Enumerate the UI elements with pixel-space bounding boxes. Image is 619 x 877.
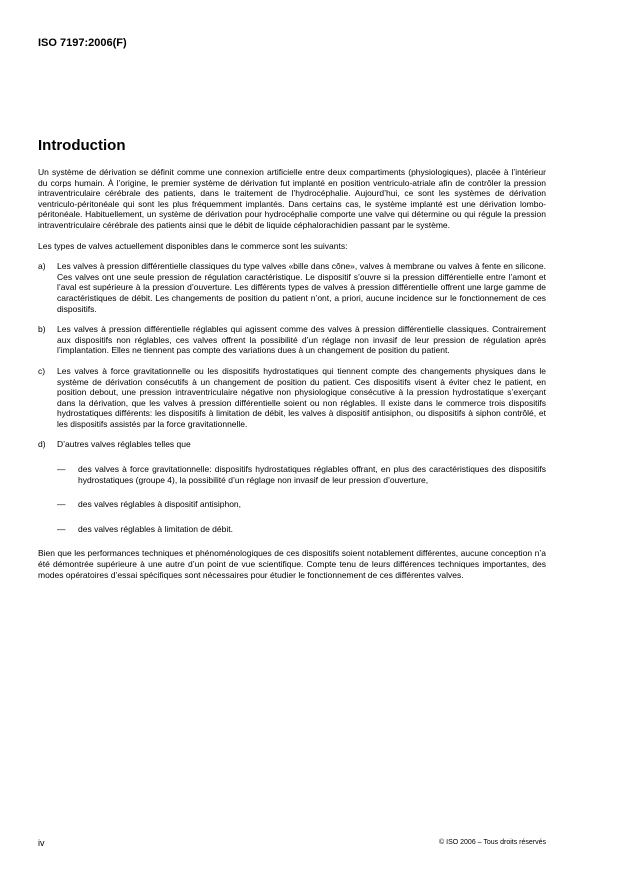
- em-dash: —: [57, 499, 66, 510]
- section-body: [38, 167, 546, 590]
- list-item-d: [38, 439, 546, 450]
- sublist-item-text: des valves à force gravitationnelle: dispositifs hydrostatiques réglables offrant, en plus des caractéristiques des dispositifs hydrostatiques (groupe 4), la possibilité d’un réglage non invasif de leur pression d’ouverture,: [78, 464, 546, 485]
- list-letter: b): [38, 324, 46, 335]
- page-number: iv: [38, 838, 45, 848]
- sublist-item: [57, 464, 546, 485]
- list-item-text: D’autres valves réglables telles que: [57, 439, 191, 450]
- list-item-a: [38, 261, 546, 314]
- sublist-item-text: des valves réglables à dispositif antisiphon,: [78, 499, 242, 510]
- sublist-item: [57, 524, 546, 535]
- list-letter: c): [38, 365, 46, 376]
- em-dash: —: [57, 464, 66, 475]
- copyright-notice: © ISO 2006 – Tous droits réservés: [439, 839, 546, 846]
- list-item-text: Les valves à pression différentielle réglables qui agissent comme des valves à pression différentielle classiques. Contrairement aux dispositifs non réglables, ces valves offrent la possibilité d’un réglage non invasif de leur pression de régulation après l’implantation. Elles ne tiennent pas compte des variations dues à un changement de position du patient.: [57, 324, 546, 356]
- list-letter: a): [38, 261, 46, 272]
- list-item-text: Les valves à pression différentielle classiques du type valves «bille dans cône», valves à membrane ou valves à fente en silicone. Ces valves ont une seule pression de régulation caractéristique. Le dispositif s’ouvre si la pression différentielle entre l’amont et l’aval est supérieure à la pression d’ouverture. Les différents types de valves à pression différentielle offrent une large gamme de caractéristiques de débit. Les changements de position du patient n’ont, a priori, aucune incidence sur le fonctionnement de ces dispositifs.: [57, 261, 546, 314]
- sublist-item: [57, 499, 546, 510]
- list-item-b: [38, 324, 546, 356]
- sublist-item-text: des valves réglables à limitation de débit.: [78, 523, 233, 534]
- em-dash: —: [57, 523, 66, 534]
- list-item-c: [38, 366, 546, 430]
- section-title: Introduction: [38, 137, 126, 154]
- closing-paragraph: Bien que les performances techniques et phénoménologiques de ces dispositifs soient notablement différentes, aucune conception n’a été démontrée supérieure à une autre d’un point de vue scientifique. Compte tenu de leurs différences techniques importantes, des modes opératoires d’essai spécifiques sont nécessaires pour étudier le fonctionnement de ces différentes valves.: [38, 548, 546, 580]
- list-letter: d): [38, 439, 46, 450]
- document-id: ISO 7197:2006(F): [38, 37, 127, 49]
- list-item-text: Les valves à force gravitationnelle ou les dispositifs hydrostatiques qui tiennent compte des changements physiques dans le système de dérivation consécutifs à un changement de position du patient. Ces dispositifs visent à éviter chez le patient, en position debout, une pression intraventriculaire négative non physiologique consécutive à la pression hydrostatique s’exerçant dans la dérivation, que les valves à pression différentielle soient ou non réglables. Il existe dans le commerce trois dispositifs hydrostatiques différents: les dispositifs à limitation de débit, les valves à dispositif antisiphon, ou dispositifs à siphon contrôlé, et les dispositifs assistés par la force gravitationnelle.: [57, 365, 546, 429]
- intro-paragraph: Un système de dérivation se définit comme une connexion artificielle entre deux compartiments (physiologiques), placée à l’intérieur du corps humain. À l’origine, le premier système de dérivation fut implanté en position ventriculo-atriale afin de contrôler la pression intraventriculaire cérébrale des patients, dans le traitement de l’hydrocéphalie. Aujourd’hui, ce sont les systèmes de dérivation ventriculo-péritonéale qui sont les plus fréquemment implantés. Dans certains cas, le système implanté est une dérivation lombo-péritonéale. Habituellement, un système de dérivation pour hydrocéphalie comporte une valve qui détermine ou qui régule la pression intraventriculaire cérébrale des patients ainsi que le débit de liquide céphalorachidien passant par le système.: [38, 167, 546, 230]
- types-intro-paragraph: Les types de valves actuellement disponibles dans le commerce sont les suivants:: [38, 240, 348, 251]
